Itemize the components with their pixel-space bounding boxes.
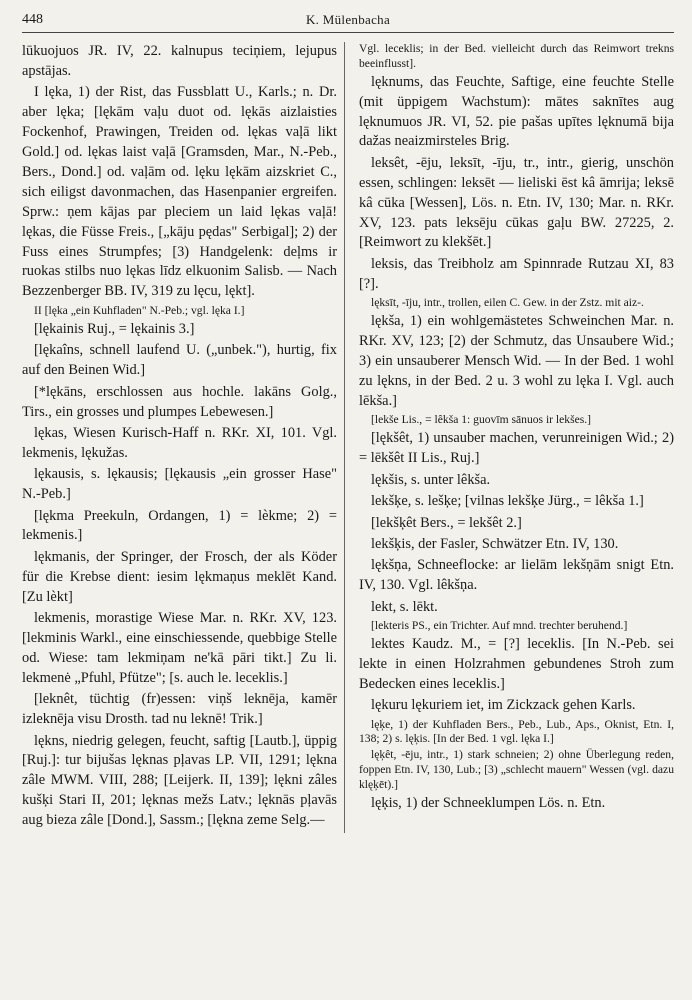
entry-lekuru: lękuru lękuriem iet, im Zickzack gehen Karls. <box>371 697 636 714</box>
entry-lekske: lekšķe, s. lešķe; [vilnas lekšķe Jürg., = lêkša 1.] <box>371 493 644 510</box>
entry-lekans: [*lękāns, erschlossen aus hochle. lakāns Golg., Tirs., ein grosses und plumpes Lebewesen.] <box>22 383 337 420</box>
left-column <box>22 42 345 833</box>
entry-leket: lęķêt, -ēju, intr., 1) stark schneien; 2) ohne Überlegung reden, foppen Etn. IV, 130, Lub.; [3) „schlecht mauern" Wessen (vgl. dazu klęķēt).] <box>359 748 674 791</box>
entry-leksket: [lekšķêt Bers., = lekšêt 2.] <box>371 514 522 531</box>
entry-lekskis: lekšķis, der Fasler, Schwätzer Etn. IV, 130. <box>371 535 619 552</box>
entry-lekse: [lekše Lis., = lêkša 1: guovīm sānuos ir lekšes.] <box>371 413 592 427</box>
entry-leksit: lęksīt, -īju, intr., trollen, eilen C. Gew. in der Zstz. mit aiz-. <box>371 296 644 310</box>
entry-lekis: lęķis, 1) der Schneeklumpen Lös. n. Etn. <box>371 794 606 811</box>
entry-leke: lęķe, 1) der Kuhfladen Bers., Peb., Lub., Aps., Oknist, Etn. I, 138; 2) s. lęķis. [In der Bed. 1 vgl. lęka I.] <box>359 717 674 746</box>
entry-continuation: lūkuojuos JR. IV, 22. kalnupus teciņiem, lejupus apstājas. <box>22 43 337 79</box>
entry-leksis-2: lękšis, s. unter lêkša. <box>371 471 491 488</box>
entry-lekmanis: lękmanis, der Springer, der Frosch, der als Köder für die Krebse dient: iesim lękmaņus meklēt Kand. [Zu lèkt] <box>22 548 337 605</box>
entry-leksset: [lękšêt, 1) unsauber machen, verunreinigen Wid.; 2) = lēkšêt II Lis., Ruj.] <box>359 430 674 467</box>
entry-leknet: [leknêt, tüchtig (fr)essen: viņš leknēja, kamēr izleknēja visu Drosth. tad nu leknē! Trik.] <box>22 691 337 728</box>
entry-lekains: [lękaîns, schnell laufend U. („unbek."), hurtig, fix auf den Beinen Wid.] <box>22 342 337 379</box>
entry-leka-2: II [lęka „ein Kuhfladen" N.-Peb.; vgl. lęka I.] <box>34 303 245 317</box>
right-column <box>359 42 674 833</box>
columns <box>22 42 674 833</box>
entry-leka-1: I lęka, 1) der Rist, das Fussblatt U., Karls.; n. Dr. aber lęka; [lękām vaļu duot od. lękās aizlaisties Fockenhof, Prawingen, Treiden od. lękas vaļā likt Gold.] od. lękas laist vaļā [Gramsden, Mar., N.-Peb., Bers., Dond.] od. vaļām od. lęku lękām aizskriet C., sich eiligst davonmachen, das Hasenpanier ergreifen. Sprw.: ņem kājas par pleciem un laid lękas vaļā! lękas, die Füsse Freis., [„kāju pędas" Serbigal]; 2) der Fuss eines Strumpfes; [3) Handgelenk: deļms ir ruokas stilbs nuo lękas līdz elkuonim Salisb. — Nach Bezzenberger BB. IV, 319 zu lęcu, lękt]. <box>22 84 337 300</box>
entry-lekainis: [lękainis Ruj., = lękainis 3.] <box>34 320 195 337</box>
entry-leksa: lękša, 1) ein wohlgemästetes Schweinchen Mar. n. RKr. XV, 123; [2) der Schmutz, das Unsaubere Wid.; 3) ein unsauberer Mensch Wid. — In der Bed. 1 wohl zu lękns, in der Bed. 2 u. 3 wohl zu lęka I. Vgl. auch lēkša.] <box>359 313 674 409</box>
entry-lekt: lekt, s. lēkt. <box>371 598 438 615</box>
entry-lekmenis: lekmenis, morastige Wiese Mar. n. RKr. XV, 123. [lekminis Warkl., eine einschiessende, quebbige Stelle od. Wiese: tam lekmiņam ne'kā pāri tikt.] Zu li. lekmenė „Pfuhl, Pfütze"; [s. auch le. leceklis.] <box>22 610 337 686</box>
entry-leksis: leksis, das Treibholz am Spinnrade Rutzau XI, 83 [?]. <box>359 255 674 292</box>
entry-lekteris: [lekteris PS., ein Trichter. Auf mnd. trechter beruhend.] <box>371 619 628 633</box>
entry-lekns: lękns, niedrig gelegen, feucht, saftig [Lautb.], üppig [Ruj.]: tur bijušas lęknas pļavas LP. VII, 1291; lękna zâle MWM. VIII, 288; [Leijerk. II, 139]; lękni zâles kušķi Stari II, 201; lęknas mežs Latv.; lęknās pļavās aug bieza zâle [Dond.], Sassm.; [lękna zeme Selg.— <box>22 732 337 829</box>
entry-lektes: lektes Kaudz. M., = [?] leceklis. [In N.-Peb. sei lekte in einen Holzrahmen gebundenes Stroh zum Bedecken eines leceklis.] <box>359 636 674 692</box>
entry-lekma: [lękma Preekuln, Ordangen, 1) = lèkme; 2) = lekmenis.] <box>22 507 337 544</box>
page-header <box>22 8 674 32</box>
entry-leksna: lękšņa, Schneeflocke: ar lielām lekšņām snigt Etn. IV, 130. Vgl. lêkšņa. <box>359 557 674 594</box>
running-title: K. Mülenbacha <box>305 12 391 27</box>
page-number: 448 <box>22 12 43 27</box>
entry-continuation-right: Vgl. leceklis; in der Bed. vielleicht durch das Reimwort trekns beeinflusst]. <box>359 42 674 70</box>
entry-leknums: lęknums, das Feuchte, Saftige, eine feuchte Stelle (mit üppigem Wachstum): mātes saknītes aug lęknumuos JR. VI, 52. pie pašas upītes lęknumā bija dažas neaizmirsteles Brig. <box>359 73 674 150</box>
entry-lekas: lękas, Wiesen Kurisch-Haff n. RKr. XI, 101. Vgl. lekmenis, lękužas. <box>22 424 337 461</box>
header-rule <box>22 32 674 33</box>
entry-lekset: leksêt, -ēju, leksīt, -īju, tr., intr., gierig, unschön essen, schlingen: leksēt — lieliski ēst kâ āmrija; leksē kâ cūka [Wessen], Lös. n. Etn. IV, 130; Mar. n. RKr. XV, 123. pats leksēju cūkas gaļu BW. 27225, 2. [Reimwort zu klekšēt.] <box>359 154 674 251</box>
entry-lekausis: lękausis, s. lękausis; [lękausis „ein grosser Hase" N.-Peb.] <box>22 466 337 503</box>
